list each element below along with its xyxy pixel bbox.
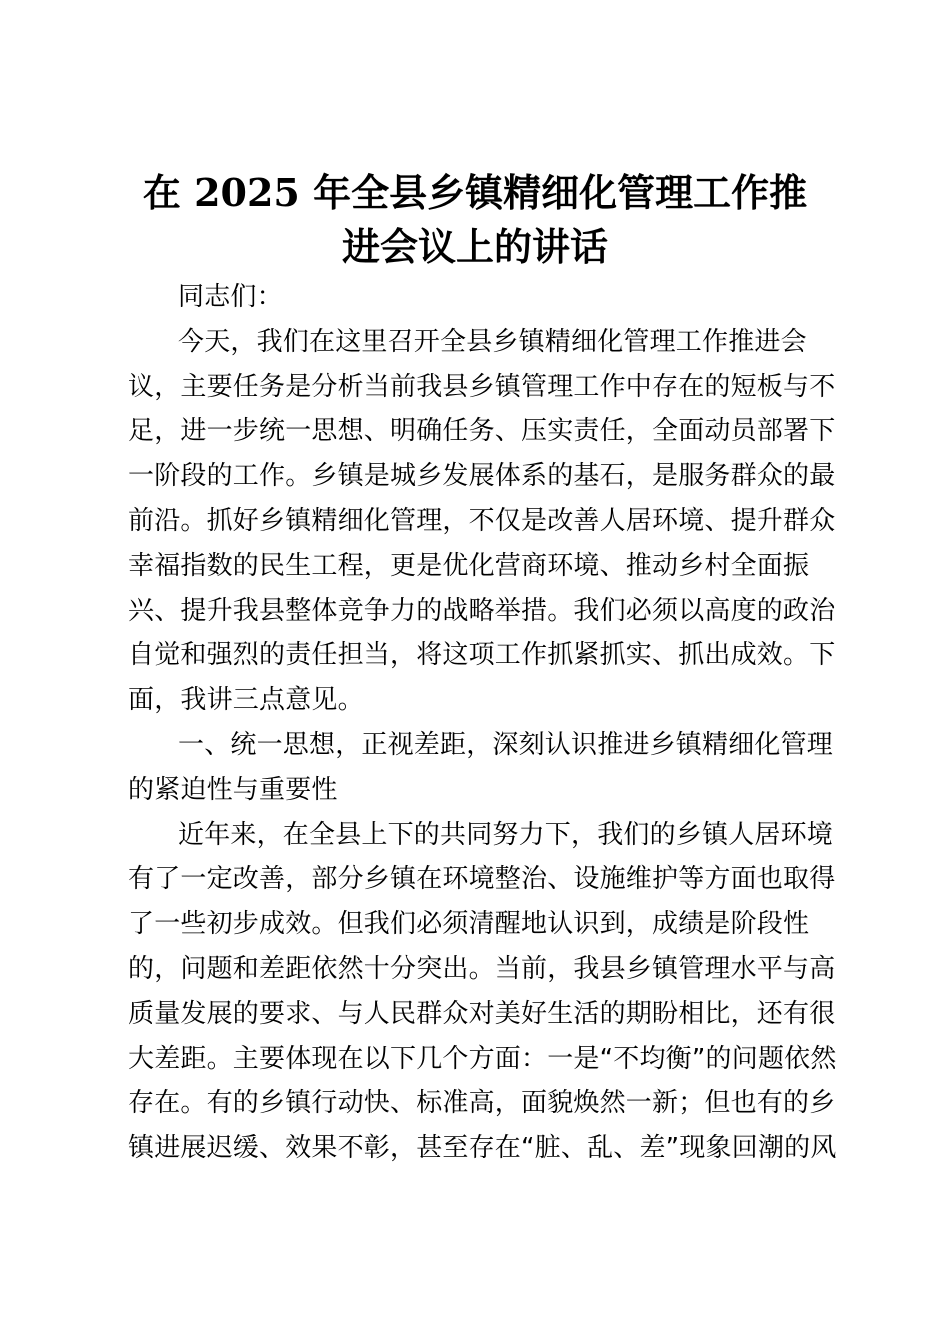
document-body — [128, 275, 837, 1171]
paragraph-line: 近年来，在全县上下的共同努力下，我们的乡镇人居环境 — [178, 819, 834, 850]
paragraph-line: 的，问题和差距依然十分突出。当前，我县乡镇管理水平与高 — [128, 953, 836, 984]
paragraph-line: 自觉和强烈的责任担当，将这项工作抓紧抓实、抓出成效。下 — [128, 640, 836, 671]
paragraph-line: 了一些初步成效。但我们必须清醒地认识到，成绩是阶段性 — [128, 909, 810, 940]
paragraph-line: 有了一定改善，部分乡镇在环境整治、设施维护等方面也取得 — [128, 864, 836, 895]
paragraph-line: 大差距。主要体现在以下几个方面：一是“不均衡”的问题依然 — [128, 1043, 837, 1074]
section-heading-line: 一、统一思想，正视差距，深刻认识推进乡镇精细化管理 — [178, 729, 834, 760]
paragraph-line: 质量发展的要求、与人民群众对美好生活的期盼相比，还有很 — [128, 998, 836, 1029]
paragraph-line: 幸福指数的民生工程，更是优化营商环境、推动乡村全面振 — [128, 550, 810, 581]
paragraph-line: 一阶段的工作。乡镇是城乡发展体系的基石，是服务群众的最 — [128, 461, 836, 492]
paragraph-line: 兴、提升我县整体竞争力的战略举措。我们必须以高度的政治 — [128, 595, 836, 626]
salutation: 同志们： — [178, 282, 283, 312]
section-heading-line: 的紧迫性与重要性 — [128, 774, 338, 805]
paragraph-line: 存在。有的乡镇行动快、标准高，面貌焕然一新；但也有的乡 — [128, 1088, 836, 1119]
document-title-line-1: 在 2025 年全县乡镇精细化管理工作推 — [142, 170, 808, 215]
paragraph-line: 镇进展迟缓、效果不彰，甚至存在“脏、乱、差”现象回潮的风 — [128, 1133, 837, 1164]
paragraph-line: 议，主要任务是分析当前我县乡镇管理工作中存在的短板与不 — [128, 371, 836, 402]
paragraph-line: 今天，我们在这里召开全县乡镇精细化管理工作推进会 — [178, 326, 807, 357]
document-title-line-2: 进会议上的讲话 — [341, 224, 608, 269]
paragraph-line: 前沿。抓好乡镇精细化管理，不仅是改善人居环境、提升群众 — [128, 505, 836, 536]
paragraph-line: 面，我讲三点意见。 — [128, 685, 364, 716]
paragraph-line: 足，进一步统一思想、明确任务、压实责任，全面动员部署下 — [128, 416, 836, 447]
